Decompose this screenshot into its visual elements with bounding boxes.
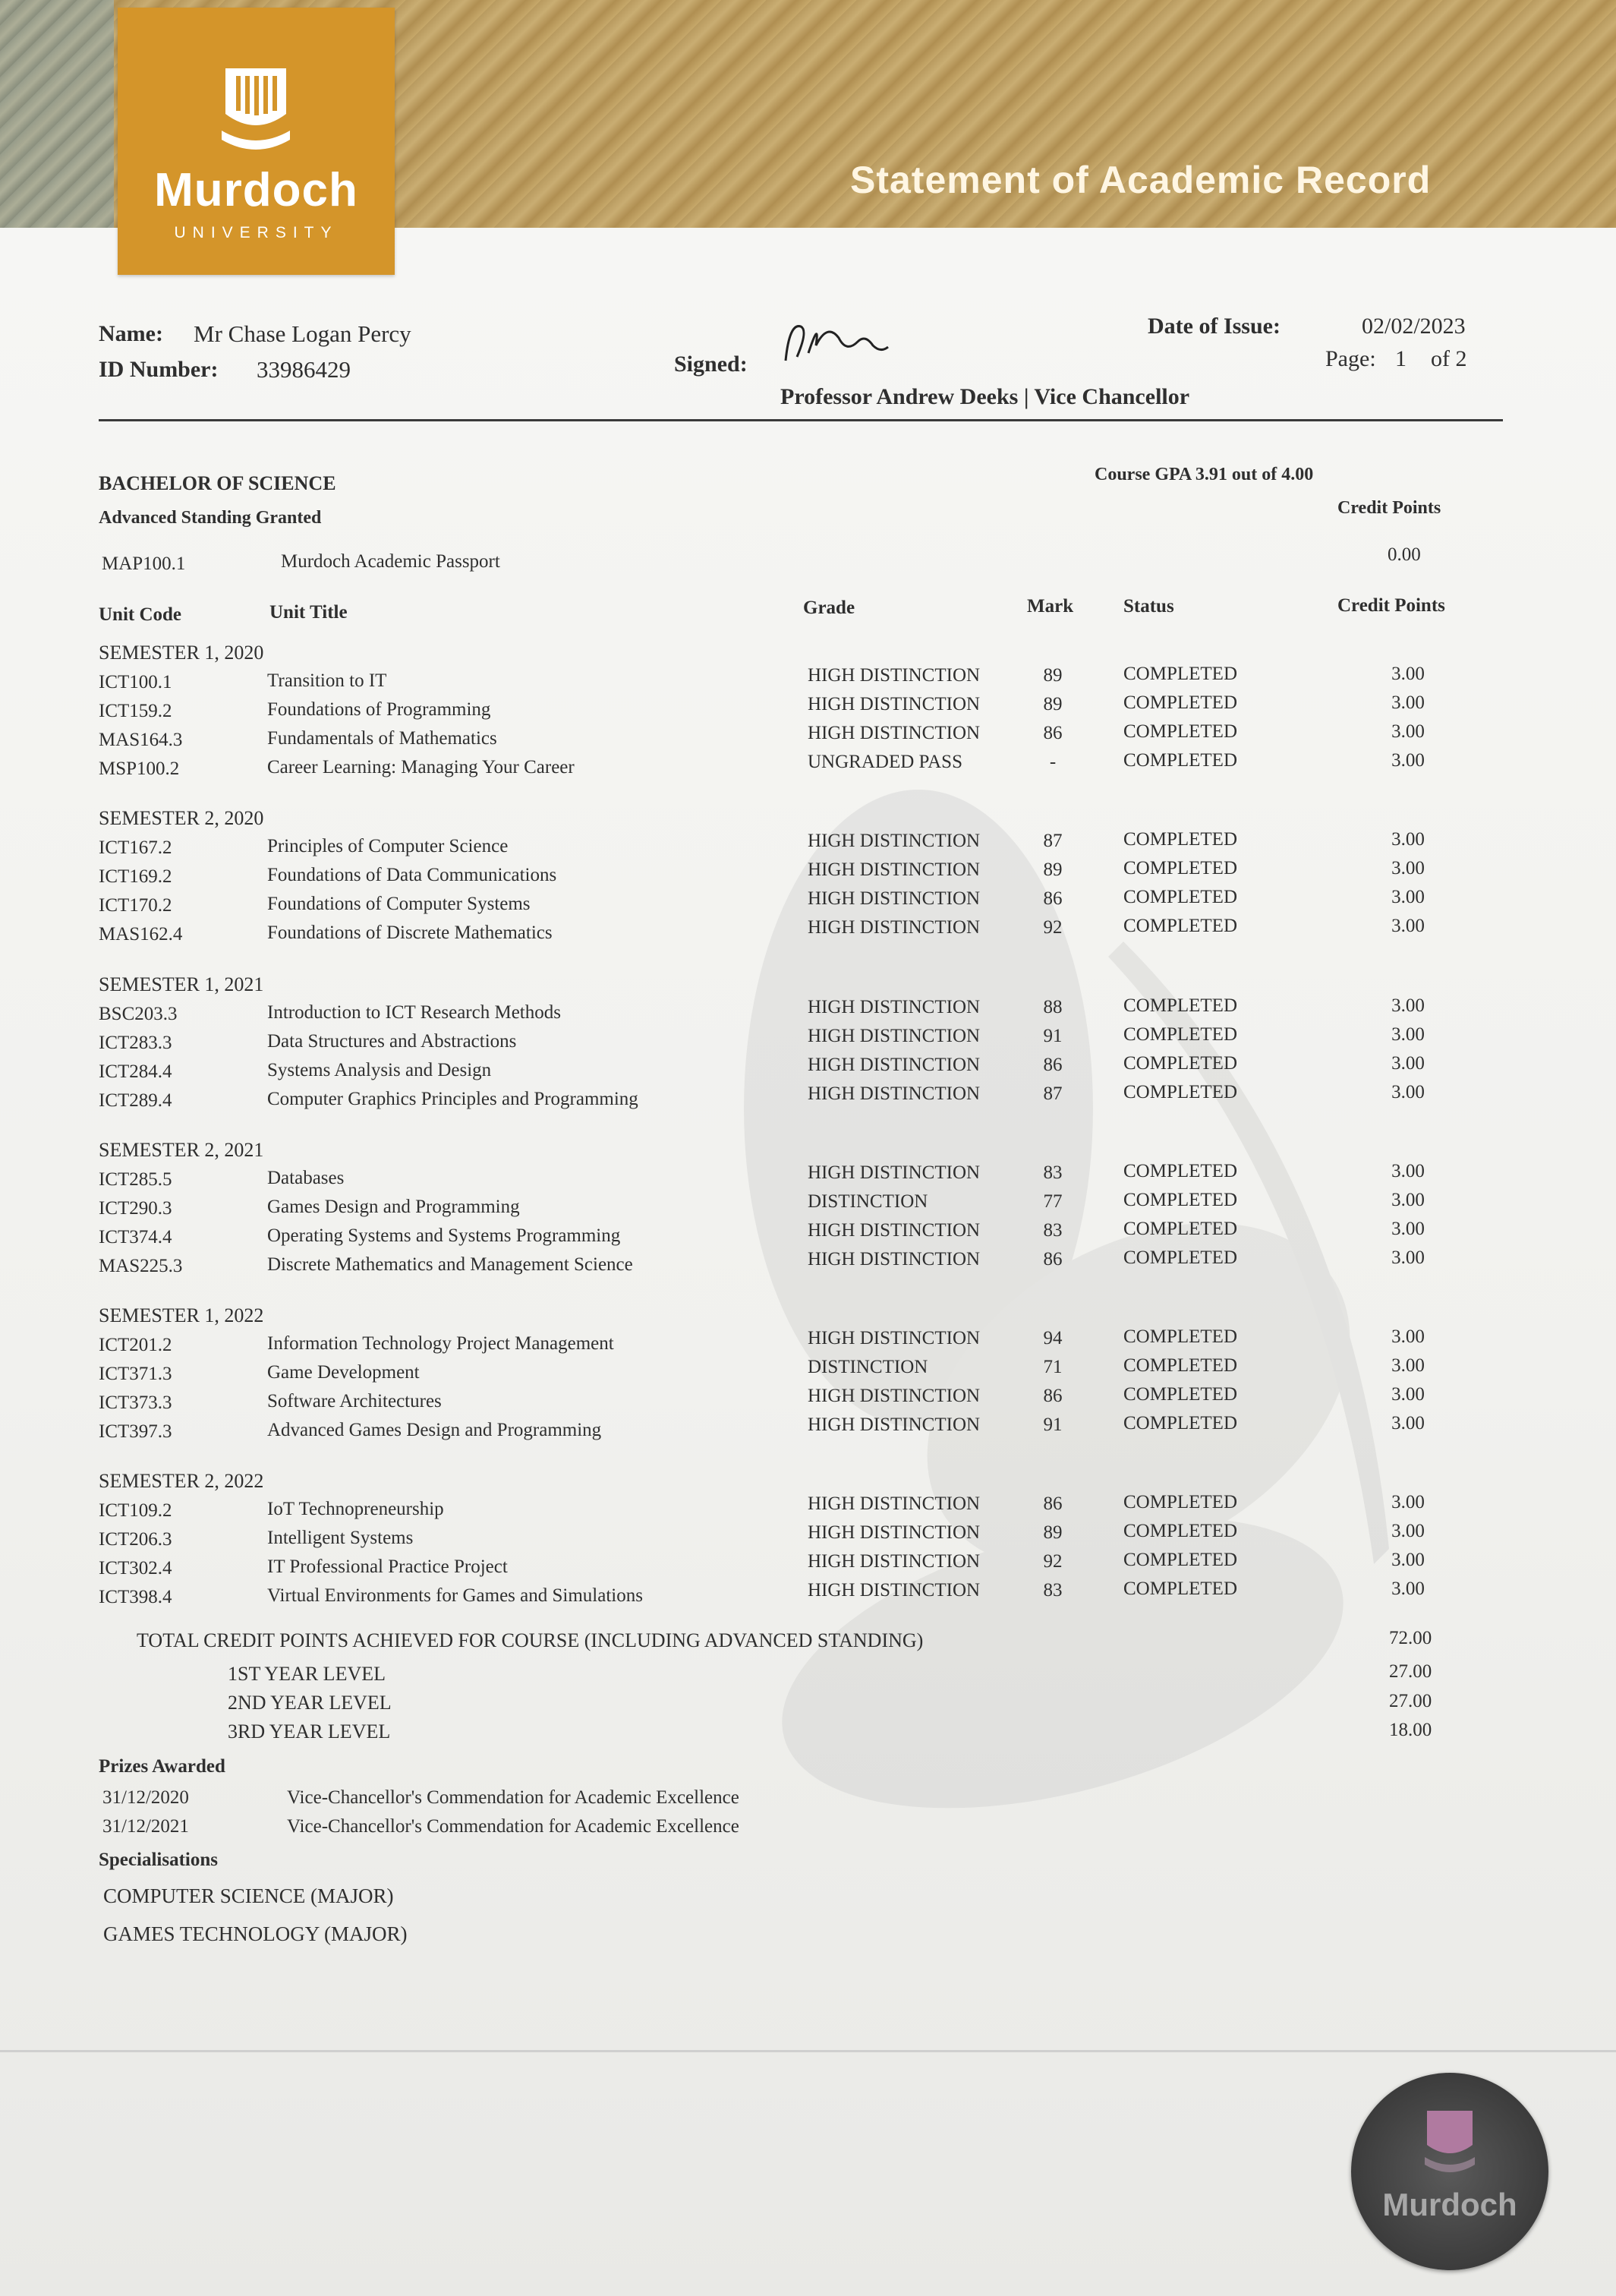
unit-cp: 3.00: [1391, 1024, 1425, 1045]
unit-cp: 3.00: [1391, 1521, 1425, 1541]
issue-date: 02/02/2023: [1362, 314, 1466, 339]
unit-mark: 71: [1043, 1357, 1063, 1377]
prize-name: Vice-Chancellor's Commendation for Academic Excellence: [287, 1816, 739, 1837]
unit-status: COMPLETED: [1123, 1190, 1237, 1210]
unit-status: COMPLETED: [1123, 916, 1237, 936]
unit-code: ICT169.2: [99, 866, 172, 887]
unit-cp: 3.00: [1391, 1384, 1425, 1405]
unit-code: ICT109.2: [99, 1500, 172, 1521]
unit-code: MAS164.3: [99, 730, 183, 750]
unit-title: Foundations of Data Communications: [267, 865, 557, 885]
col-header-code: Unit Code: [99, 604, 182, 625]
unit-code: ICT201.2: [99, 1335, 172, 1355]
unit-cp: 3.00: [1391, 1413, 1425, 1433]
unit-mark: 86: [1043, 888, 1063, 909]
unit-title: Software Architectures: [267, 1391, 442, 1411]
unit-grade: HIGH DISTINCTION: [808, 1328, 981, 1348]
crest-icon: [218, 61, 294, 159]
semester-heading: SEMESTER 1, 2020: [99, 642, 264, 664]
unit-mark: 83: [1043, 1220, 1063, 1241]
course-gpa: Course GPA 3.91 out of 4.00: [1095, 465, 1314, 484]
unit-cp: 3.00: [1391, 1190, 1425, 1210]
course-name: BACHELOR OF SCIENCE: [99, 472, 336, 494]
advanced-unit-cp: 0.00: [1388, 544, 1421, 565]
unit-title: Introduction to ICT Research Methods: [267, 1002, 561, 1023]
unit-code: ICT373.3: [99, 1392, 172, 1413]
unit-status: COMPLETED: [1123, 1550, 1237, 1570]
student-name: Mr Chase Logan Percy: [194, 320, 411, 347]
unit-cp: 3.00: [1391, 916, 1425, 936]
unit-title: Intelligent Systems: [267, 1528, 414, 1548]
unit-cp: 3.00: [1391, 1053, 1425, 1074]
level-value: 18.00: [1389, 1720, 1432, 1740]
unit-grade: HIGH DISTINCTION: [808, 1580, 981, 1601]
unit-cp: 3.00: [1391, 721, 1425, 742]
level-label: 2ND YEAR LEVEL: [228, 1692, 392, 1714]
unit-mark: 77: [1043, 1191, 1063, 1212]
unit-grade: HIGH DISTINCTION: [808, 1551, 981, 1572]
document-title: Statement of Academic Record: [850, 159, 1432, 201]
unit-code: ICT302.4: [99, 1558, 172, 1578]
unit-grade: HIGH DISTINCTION: [808, 665, 981, 686]
prize-date: 31/12/2020: [102, 1787, 189, 1808]
unit-code: MAS225.3: [99, 1256, 183, 1276]
specialisation-item: GAMES TECHNOLOGY (MAJOR): [103, 1922, 408, 1945]
unit-grade: HIGH DISTINCTION: [808, 1026, 981, 1046]
unit-grade: HIGH DISTINCTION: [808, 723, 981, 743]
total-credit-value: 72.00: [1389, 1628, 1432, 1648]
unit-mark: 88: [1043, 997, 1063, 1017]
level-label: 1ST YEAR LEVEL: [228, 1663, 386, 1685]
signature-image: [774, 315, 896, 376]
specialisations-heading: Specialisations: [99, 1850, 218, 1870]
hologram-seal: [1351, 2073, 1548, 2270]
unit-cp: 3.00: [1391, 1247, 1425, 1268]
header-divider: [99, 419, 1503, 421]
unit-code: ICT290.3: [99, 1198, 172, 1219]
unit-title: IoT Technopreneurship: [267, 1499, 444, 1519]
unit-title: IT Professional Practice Project: [267, 1556, 508, 1577]
unit-status: COMPLETED: [1123, 664, 1237, 684]
unit-grade: HIGH DISTINCTION: [808, 888, 981, 909]
unit-code: ICT284.4: [99, 1061, 172, 1082]
unit-title: Principles of Computer Science: [267, 836, 509, 856]
unit-mark: -: [1049, 752, 1057, 772]
unit-cp: 3.00: [1391, 995, 1425, 1016]
unit-mark: 91: [1043, 1414, 1063, 1435]
unit-mark: 87: [1043, 1083, 1063, 1104]
unit-status: COMPLETED: [1123, 692, 1237, 713]
semester-heading: SEMESTER 1, 2021: [99, 973, 264, 995]
unit-title: Advanced Games Design and Programming: [267, 1420, 602, 1440]
id-label: ID Number:: [99, 357, 219, 382]
unit-cp: 3.00: [1391, 1326, 1425, 1347]
unit-status: COMPLETED: [1123, 1024, 1237, 1045]
signed-label: Signed:: [674, 352, 748, 377]
header-band-left-pattern: [0, 0, 114, 228]
unit-code: ICT159.2: [99, 701, 172, 721]
footer-divider: [0, 2050, 1616, 2052]
unit-status: COMPLETED: [1123, 1053, 1237, 1074]
total-credit-label: TOTAL CREDIT POINTS ACHIEVED FOR COURSE (INCLUDING ADVANCED STANDING): [137, 1629, 924, 1651]
unit-cp: 3.00: [1391, 1219, 1425, 1239]
advanced-cp-header: Credit Points: [1337, 498, 1441, 518]
level-label: 3RD YEAR LEVEL: [228, 1720, 391, 1742]
unit-code: ICT397.3: [99, 1421, 172, 1442]
advanced-unit-title: Murdoch Academic Passport: [281, 551, 500, 572]
unit-grade: HIGH DISTINCTION: [808, 1220, 981, 1241]
banksia-watermark: [668, 714, 1412, 1853]
unit-code: ICT283.3: [99, 1033, 172, 1053]
unit-title: Information Technology Project Management: [267, 1333, 614, 1354]
unit-status: COMPLETED: [1123, 750, 1237, 771]
unit-title: Fundamentals of Mathematics: [267, 728, 497, 749]
level-value: 27.00: [1389, 1661, 1432, 1682]
unit-title: Games Design and Programming: [267, 1197, 520, 1217]
seal-crest-icon: [1423, 2107, 1476, 2175]
unit-mark: 86: [1043, 1055, 1063, 1075]
unit-code: MAS162.4: [99, 924, 183, 945]
unit-cp: 3.00: [1391, 858, 1425, 878]
unit-status: COMPLETED: [1123, 1384, 1237, 1405]
unit-title: Data Structures and Abstractions: [267, 1031, 517, 1052]
unit-mark: 86: [1043, 1493, 1063, 1514]
unit-status: COMPLETED: [1123, 1413, 1237, 1433]
unit-status: COMPLETED: [1123, 1161, 1237, 1181]
unit-status: COMPLETED: [1123, 1082, 1237, 1102]
unit-status: COMPLETED: [1123, 1492, 1237, 1512]
specialisation-item: COMPUTER SCIENCE (MAJOR): [103, 1884, 394, 1907]
unit-status: COMPLETED: [1123, 829, 1237, 850]
page-of: of 2: [1431, 346, 1467, 371]
unit-grade: DISTINCTION: [808, 1357, 928, 1377]
unit-grade: UNGRADED PASS: [808, 752, 962, 772]
unit-grade: HIGH DISTINCTION: [808, 1055, 981, 1075]
unit-title: Systems Analysis and Design: [267, 1060, 492, 1080]
unit-cp: 3.00: [1391, 1082, 1425, 1102]
logo-wordmark: Murdoch: [154, 164, 358, 216]
university-logo: [118, 8, 395, 275]
unit-grade: HIGH DISTINCTION: [808, 1522, 981, 1543]
semester-heading: SEMESTER 2, 2021: [99, 1139, 264, 1161]
unit-title: Game Development: [267, 1362, 420, 1383]
unit-status: COMPLETED: [1123, 995, 1237, 1016]
unit-grade: HIGH DISTINCTION: [808, 997, 981, 1017]
unit-code: ICT398.4: [99, 1587, 172, 1607]
unit-grade: HIGH DISTINCTION: [808, 831, 981, 851]
unit-title: Virtual Environments for Games and Simulations: [267, 1585, 643, 1606]
unit-mark: 92: [1043, 917, 1063, 938]
unit-status: COMPLETED: [1123, 1355, 1237, 1376]
unit-cp: 3.00: [1391, 829, 1425, 850]
unit-title: Operating Systems and Systems Programming: [267, 1225, 621, 1246]
unit-cp: 3.00: [1391, 750, 1425, 771]
unit-status: COMPLETED: [1123, 1326, 1237, 1347]
unit-code: BSC203.3: [99, 1004, 178, 1024]
unit-code: MSP100.2: [99, 758, 180, 779]
unit-grade: DISTINCTION: [808, 1191, 928, 1212]
unit-cp: 3.00: [1391, 1161, 1425, 1181]
page-number: 1: [1395, 346, 1407, 371]
unit-mark: 92: [1043, 1551, 1063, 1572]
semester-heading: SEMESTER 2, 2022: [99, 1470, 264, 1492]
unit-mark: 87: [1043, 831, 1063, 851]
unit-grade: HIGH DISTINCTION: [808, 1249, 981, 1269]
unit-cp: 3.00: [1391, 1492, 1425, 1512]
unit-grade: HIGH DISTINCTION: [808, 1414, 981, 1435]
prize-date: 31/12/2021: [102, 1816, 189, 1837]
unit-cp: 3.00: [1391, 1355, 1425, 1376]
advanced-standing-label: Advanced Standing Granted: [99, 508, 322, 528]
unit-status: COMPLETED: [1123, 1219, 1237, 1239]
unit-code: ICT206.3: [99, 1529, 172, 1550]
unit-cp: 3.00: [1391, 692, 1425, 713]
unit-mark: 91: [1043, 1026, 1063, 1046]
unit-title: Foundations of Computer Systems: [267, 894, 531, 914]
unit-status: COMPLETED: [1123, 721, 1237, 742]
logo-subword: UNIVERSITY: [174, 224, 339, 241]
unit-mark: 94: [1043, 1328, 1063, 1348]
unit-grade: HIGH DISTINCTION: [808, 1162, 981, 1183]
unit-status: COMPLETED: [1123, 1247, 1237, 1268]
unit-title: Foundations of Programming: [267, 699, 491, 720]
semester-heading: SEMESTER 2, 2020: [99, 807, 264, 829]
unit-title: Discrete Mathematics and Management Science: [267, 1254, 633, 1275]
unit-mark: 83: [1043, 1162, 1063, 1183]
seal-wordmark: Murdoch: [1382, 2187, 1517, 2222]
level-value: 27.00: [1389, 1691, 1432, 1711]
unit-grade: HIGH DISTINCTION: [808, 1386, 981, 1406]
unit-code: ICT167.2: [99, 837, 172, 858]
unit-title: Foundations of Discrete Mathematics: [267, 922, 553, 943]
unit-code: ICT170.2: [99, 895, 172, 916]
unit-code: ICT371.3: [99, 1364, 172, 1384]
col-header-grade: Grade: [803, 598, 855, 618]
unit-grade: HIGH DISTINCTION: [808, 859, 981, 880]
unit-mark: 86: [1043, 1386, 1063, 1406]
col-header-cp: Credit Points: [1337, 595, 1445, 616]
advanced-unit-code: MAP100.1: [102, 554, 186, 574]
unit-mark: 89: [1043, 1522, 1063, 1543]
prize-name: Vice-Chancellor's Commendation for Academic Excellence: [287, 1787, 739, 1808]
unit-mark: 89: [1043, 665, 1063, 686]
signatory-name: Professor Andrew Deeks | Vice Chancellor: [780, 384, 1190, 409]
unit-mark: 86: [1043, 723, 1063, 743]
student-id: 33986429: [257, 356, 351, 383]
prizes-heading: Prizes Awarded: [99, 1756, 225, 1777]
unit-mark: 89: [1043, 859, 1063, 880]
unit-title: Career Learning: Managing Your Career: [267, 757, 575, 777]
unit-code: ICT374.4: [99, 1227, 172, 1247]
unit-title: Transition to IT: [267, 670, 387, 691]
col-header-title: Unit Title: [269, 602, 348, 623]
unit-code: ICT100.1: [99, 672, 172, 692]
unit-code: ICT289.4: [99, 1090, 172, 1111]
unit-status: COMPLETED: [1123, 1521, 1237, 1541]
unit-grade: HIGH DISTINCTION: [808, 1493, 981, 1514]
unit-title: Computer Graphics Principles and Programming: [267, 1089, 638, 1109]
unit-cp: 3.00: [1391, 1578, 1425, 1599]
unit-title: Databases: [267, 1168, 345, 1188]
unit-grade: HIGH DISTINCTION: [808, 694, 981, 714]
unit-status: COMPLETED: [1123, 858, 1237, 878]
unit-grade: HIGH DISTINCTION: [808, 1083, 981, 1104]
unit-code: ICT285.5: [99, 1169, 172, 1190]
unit-mark: 83: [1043, 1580, 1063, 1601]
unit-cp: 3.00: [1391, 887, 1425, 907]
unit-cp: 3.00: [1391, 1550, 1425, 1570]
col-header-status: Status: [1123, 596, 1174, 617]
col-header-mark: Mark: [1027, 596, 1074, 617]
unit-grade: HIGH DISTINCTION: [808, 917, 981, 938]
semester-heading: SEMESTER 1, 2022: [99, 1304, 264, 1326]
unit-status: COMPLETED: [1123, 1578, 1237, 1599]
unit-mark: 86: [1043, 1249, 1063, 1269]
page-label: Page:: [1325, 346, 1376, 371]
unit-status: COMPLETED: [1123, 887, 1237, 907]
name-label: Name:: [99, 321, 163, 346]
unit-cp: 3.00: [1391, 664, 1425, 684]
date-label: Date of Issue:: [1148, 314, 1281, 339]
unit-mark: 89: [1043, 694, 1063, 714]
